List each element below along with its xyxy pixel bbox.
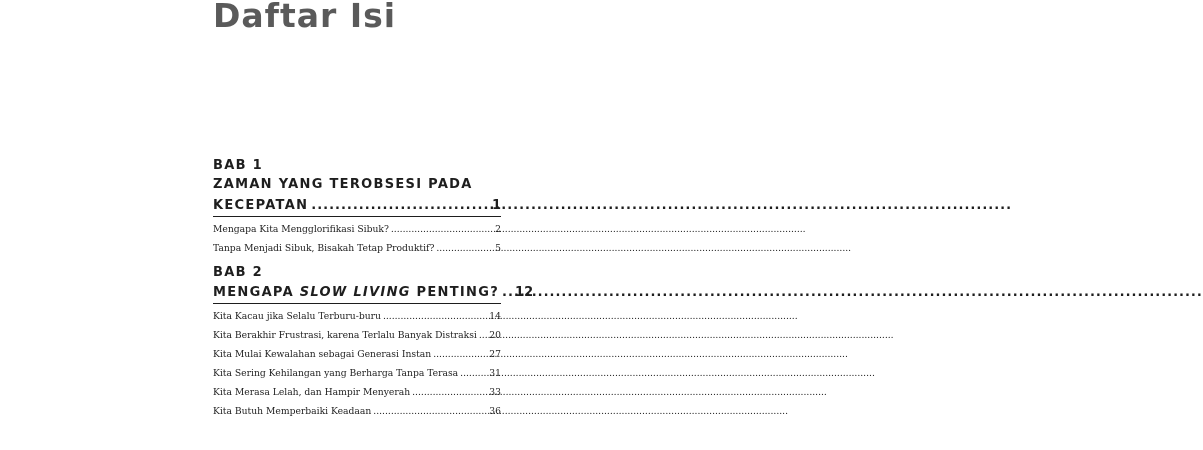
- chapter-heading-row[interactable]: [213, 195, 501, 217]
- toc-entry[interactable]: [213, 220, 501, 239]
- dot-leader: [391, 220, 493, 239]
- toc-entry-page: 36: [489, 406, 501, 417]
- toc-entry-title: Kita Berakhir Frustrasi, karena Terlalu Banyak Distraksi: [213, 330, 477, 341]
- toc-entry-title: Kita Merasa Lelah, dan Hampir Menyerah: [213, 387, 411, 398]
- toc-entry-page: 33: [489, 387, 501, 398]
- toc-entry-page: 20: [489, 330, 501, 341]
- toc-entry[interactable]: [213, 239, 501, 258]
- chapter-page-number: 12: [515, 285, 534, 300]
- toc-entry-page: 5: [495, 243, 501, 254]
- chapter-heading-text: KECEPATAN: [213, 198, 309, 213]
- toc-entry-title: Kita Mulai Kewalahan sebagai Generasi Instan: [213, 349, 432, 360]
- toc-entry-title: Kita Butuh Memperbaiki Keadaan: [213, 406, 372, 417]
- dot-leader: [311, 195, 489, 216]
- dot-leader: [412, 383, 487, 402]
- dot-leader: [460, 364, 487, 383]
- toc-entry[interactable]: [213, 326, 501, 345]
- toc-entry-title: Mengapa Kita Mengglorifikasi Sibuk?: [213, 224, 389, 235]
- dot-leader: [433, 345, 487, 364]
- dot-leader: [502, 282, 512, 303]
- chapter-heading-row[interactable]: [213, 282, 534, 304]
- toc-entry[interactable]: [213, 383, 501, 402]
- toc-entry-title: Tanpa Menjadi Sibuk, Bisakah Tetap Produktif?: [213, 243, 435, 254]
- dot-leader: [436, 239, 493, 258]
- chapter-page-number: 1: [491, 198, 501, 213]
- chapter-1: [213, 156, 501, 258]
- toc-entry-page: 31: [489, 368, 501, 379]
- toc-entry-title: Kita Sering Kehilangan yang Berharga Tanpa Terasa: [213, 368, 459, 379]
- dot-leader: [373, 402, 487, 421]
- toc-entry[interactable]: [213, 307, 501, 326]
- chapter-2: [213, 263, 534, 421]
- toc-entry-page: 14: [489, 311, 501, 322]
- toc-entry-title: Kita Kacau jika Selalu Terburu-buru: [213, 311, 381, 322]
- chapter-label: BAB 2: [213, 265, 263, 280]
- chapter-heading-line: ZAMAN YANG TEROBSESI PADA: [213, 177, 473, 192]
- toc-entry-page: 2: [495, 224, 501, 235]
- dot-leader: [383, 307, 487, 326]
- chapter-heading-text-italic: SLOW LIVING: [299, 285, 411, 300]
- dot-leader: [479, 326, 487, 345]
- page-title: Daftar Isi: [213, 0, 397, 35]
- toc-entry[interactable]: [213, 402, 501, 421]
- chapter-heading-text-post: PENTING?: [410, 285, 500, 300]
- chapter-label: BAB 1: [213, 158, 263, 173]
- toc-entry[interactable]: [213, 364, 501, 383]
- toc-entry[interactable]: [213, 345, 501, 364]
- toc-entry-page: 27: [489, 349, 501, 360]
- chapter-heading-text-pre: MENGAPA: [213, 285, 300, 300]
